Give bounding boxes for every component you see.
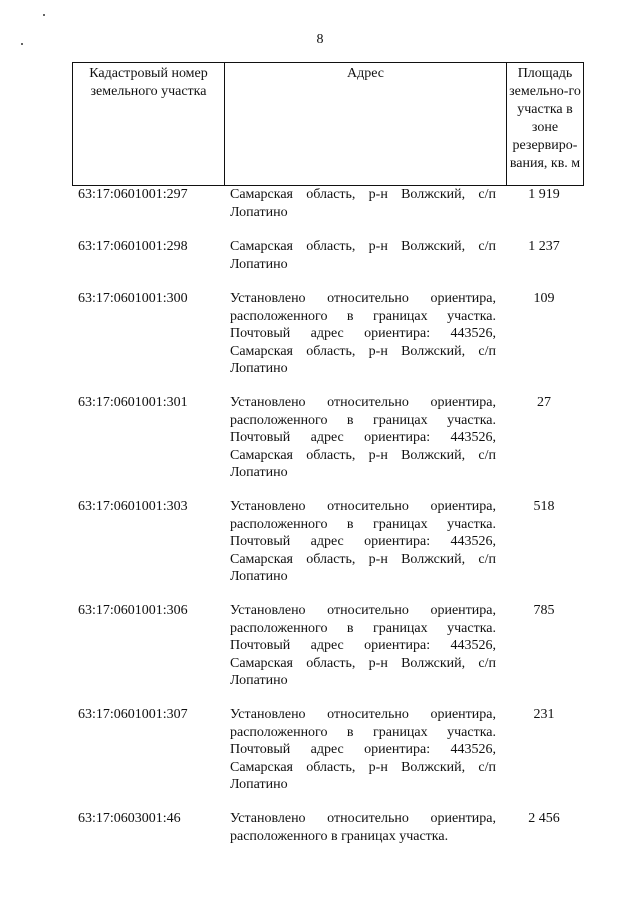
table-row	[72, 290, 584, 394]
area: 785	[533, 603, 555, 618]
address: Установлено относительно ориентира, расположенного в границах участка.	[230, 811, 496, 844]
page-number: 8	[316, 32, 324, 47]
address: Самарская область, р-н Волжский, с/п Лопатино	[230, 187, 496, 220]
address: Установлено относительно ориентира, расположенного в границах участка. Почтовый адрес ориентира: 443526, Самарская область, р-н Волжский, с/п Лопатино	[230, 707, 496, 792]
cadastral-number: 63:17:0601001:303	[78, 499, 188, 514]
cadastral-number: 63:17:0601001:307	[78, 707, 188, 722]
header-cadastral-number: Кадастровый номер земельного участка	[73, 63, 225, 185]
area: 1 237	[528, 239, 560, 254]
table-row	[72, 810, 584, 862]
table-body	[72, 186, 584, 862]
cadastral-number: 63:17:0601001:301	[78, 395, 188, 410]
table-row	[72, 238, 584, 290]
area: 2 456	[528, 811, 560, 826]
table-row	[72, 394, 584, 498]
table-row	[72, 498, 584, 602]
table-row	[72, 602, 584, 706]
area: 109	[533, 291, 555, 306]
cadastral-number: 63:17:0601001:300	[78, 291, 188, 306]
cadastral-number: 63:17:0601001:306	[78, 603, 188, 618]
area: 231	[533, 707, 555, 722]
area: 518	[533, 499, 555, 514]
address: Установлено относительно ориентира, расположенного в границах участка. Почтовый адрес ориентира: 443526, Самарская область, р-н Волжский, с/п Лопатино	[230, 395, 496, 480]
area: 27	[537, 395, 551, 410]
area: 1 919	[528, 187, 560, 202]
address: Установлено относительно ориентира, расположенного в границах участка. Почтовый адрес ориентира: 443526, Самарская область, р-н Волжский, с/п Лопатино	[230, 291, 496, 376]
table-header	[72, 62, 584, 186]
table-row	[72, 186, 584, 238]
cadastral-number: 63:17:0601001:298	[78, 239, 188, 254]
address: Самарская область, р-н Волжский, с/п Лопатино	[230, 239, 496, 272]
address: Установлено относительно ориентира, расположенного в границах участка. Почтовый адрес ориентира: 443526, Самарская область, р-н Волжский, с/п Лопатино	[230, 499, 496, 584]
table-row	[72, 706, 584, 810]
cadastral-number: 63:17:0601001:297	[78, 187, 188, 202]
cadastral-number: 63:17:0603001:46	[78, 811, 181, 826]
address: Установлено относительно ориентира, расположенного в границах участка. Почтовый адрес ориентира: 443526, Самарская область, р-н Волжский, с/п Лопатино	[230, 603, 496, 688]
header-area: Площадь земельно-го участка в зоне резервиро-вания, кв. м	[509, 66, 581, 171]
header-address: Адрес	[225, 63, 507, 185]
scan-speck	[43, 14, 45, 16]
